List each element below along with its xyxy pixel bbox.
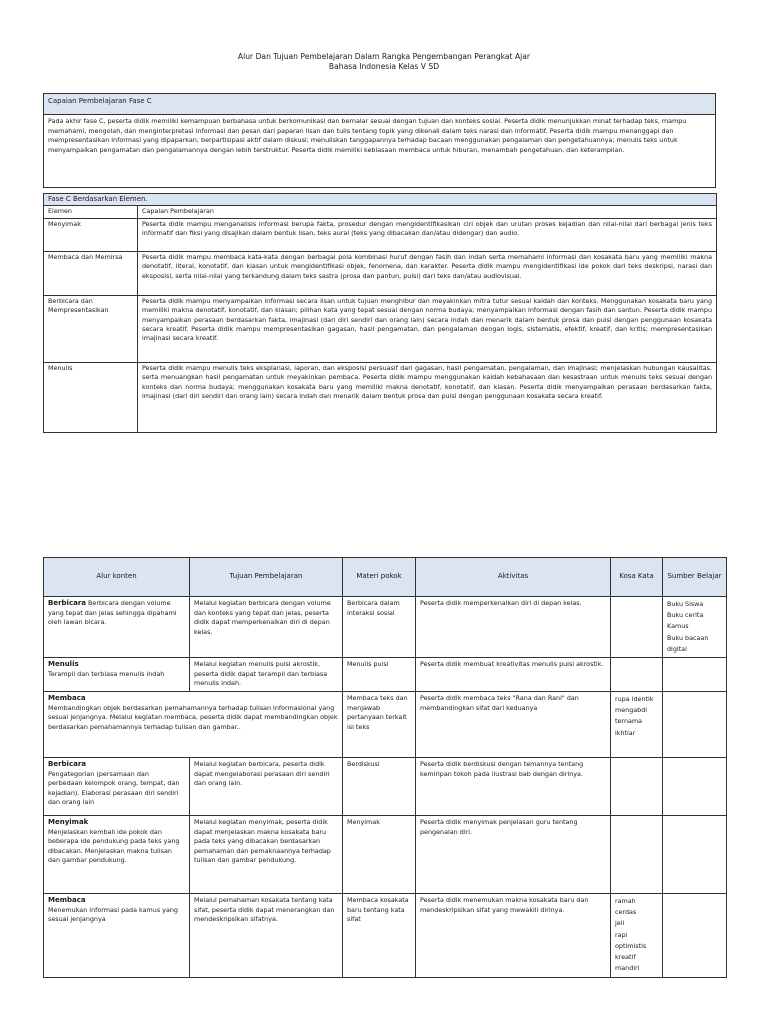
sumber-item: Kamus bbox=[667, 622, 689, 631]
capaian-col-header: Capaian Pembelajaran bbox=[138, 206, 717, 218]
elemen-capaian: Peserta didik mampu menyampaikan informasi secara lisan untuk tujuan menghibur dan meyakinkan mitra tutur sesuai kaidah dan konteks. Menggunakan kosakata baru yang memiliki makna denotatif, konotatif, dan kiasan; pilihan kata yang tepat sesuai dengan norma budaya; menyampaikan informasi dengan fasih dan santun. Peserta didik mampu menyampaikan perasaan berdasarkan fakta, imajinasi (dari diri sendiri dan orang lain) secara indah dan menarik dalam bentuk prosa dan puisi dengan penggunaan kosakata secara kreatif. Peserta didik mampu mempresentasikan gagasan, hasil pengamatan, dan pengalaman dengan logis, sistematis, efektif, kreatif, dan kritis; mempresentasikan imajinasi secara kreatif. bbox=[138, 295, 717, 362]
materi-text: Menyimak bbox=[343, 816, 416, 894]
elemen-table bbox=[43, 193, 717, 433]
kosa-item: ramah bbox=[615, 897, 636, 906]
konten-label: Berbicara bbox=[48, 599, 86, 607]
alur-konten bbox=[44, 816, 190, 894]
elemen-name: Menulis bbox=[44, 362, 138, 432]
konten-label: Menyimak bbox=[48, 818, 89, 827]
kosa-item: jeli bbox=[615, 919, 625, 928]
aktivitas-text: Peserta didik berdiskusi dengan temannya tentang kemiripan tokoh pada ilustrasi bab dengan dirinya. bbox=[416, 758, 611, 816]
sumber-list bbox=[663, 816, 727, 894]
kosa-item: kreatif bbox=[615, 953, 636, 962]
konten-text: Menjelaskan kembali ide pokok dan beberapa ide pendukung pada teks yang dibacakan. Menjelaskan makna tulisan dan gambar pendukung. bbox=[48, 827, 180, 865]
sumber-list bbox=[663, 692, 727, 758]
table-row bbox=[44, 251, 717, 295]
document-title bbox=[0, 52, 768, 72]
alur-konten bbox=[44, 597, 190, 658]
capaian-text: Pada akhir fase C, peserta didik memiliki kemampuan berbahasa untuk berkomunikasi dan bernalar sesuai dengan tujuan dan konteks sosial. Peserta didik menunjukkan minat terhadap teks, mampu memahami, mengolah, dan menginterpretasi informasi dan pesan dari paparan lisan dan tulis tentang topik yang dikenali dalam teks narasi dan informatif. Peserta didik mampu menanggapi dan mempresentasikan informasi yang dipaparkan; berpartisipasi aktif dalam diskusi; menuliskan tanggapannya terhadap bacaan menggunakan pengalaman dan pengetahuannya; menulis teks untuk menyampaikan pengamatan dan pengalamannya dengan lebih terstruktur. Peserta didik memiliki kebiasaan membaca untuk hiburan, menambah pengetahuan, dan keterampilan. bbox=[44, 115, 716, 188]
table-row bbox=[44, 758, 727, 816]
materi-text: Berdiskusi bbox=[343, 758, 416, 816]
aktivitas-text: Peserta didik memperkenalkan diri di depan kelas. bbox=[416, 597, 611, 658]
table-row bbox=[44, 597, 727, 658]
kosa-kata bbox=[611, 758, 663, 816]
kosa-item: cerdas bbox=[615, 908, 637, 917]
aktivitas-text: Peserta didik menemukan makna kosakata baru dan mendeskripsikan sifat yang mewakili dirinya. bbox=[416, 894, 611, 978]
kosa-item: rupa identik bbox=[615, 695, 654, 704]
alur-konten bbox=[44, 894, 190, 978]
sumber-list bbox=[663, 597, 727, 658]
kosa-item: rapi bbox=[615, 930, 628, 939]
kosa-kata bbox=[611, 816, 663, 894]
konten-label: Berbicara bbox=[48, 760, 86, 769]
alur-konten bbox=[44, 658, 190, 692]
header-alur-konten: Alur konten bbox=[44, 558, 190, 597]
capaian-header: Capaian Pembelajaran Fase C bbox=[44, 94, 716, 115]
materi-text: Membaca teks dan menjawab pertanyaan terkait isi teks bbox=[343, 692, 416, 758]
kosa-kata bbox=[611, 658, 663, 692]
table-row bbox=[44, 295, 717, 362]
elemen-col-header: Elemen bbox=[44, 206, 138, 218]
alur-table bbox=[43, 557, 727, 978]
alur-konten bbox=[44, 758, 190, 816]
kosa-item: ikhtiar bbox=[615, 728, 636, 737]
kosa-kata bbox=[611, 894, 663, 978]
kosa-kata bbox=[611, 692, 663, 758]
konten-label: Menulis bbox=[48, 660, 79, 669]
sumber-item: Buku bacaan digital bbox=[667, 633, 709, 653]
materi-text: Berbicara dalam interaksi sosial bbox=[343, 597, 416, 658]
tujuan-text: Melalui kegiatan berbicara, peserta didik dapat mengelaborasi perasaan diri sendiri dan orang lain. bbox=[190, 758, 343, 816]
konten-text: Menemukan informasi pada kamus yang sesuai jenjangnya bbox=[48, 905, 178, 924]
sumber-item: Buku Siswa bbox=[667, 600, 704, 608]
sumber-item: Buku cerita bbox=[667, 611, 704, 620]
kosa-item: optimistis bbox=[615, 941, 647, 950]
elemen-capaian: Peserta didik mampu membaca kata-kata dengan berbagai pola kombinasi huruf dengan fasih dan indah serta memahami informasi dan kosakata baru yang memiliki makna denotatif, literal, konotatif, dan kiasan untuk mengidentifikasi objek, fenomena, dan karakter. Peserta didik mampu mengidentifikasi ide pokok dari teks deskripsi, narasi dan eksposisi, serta nilai-nilai yang terkandung dalam teks sastra (prosa dan pantun, puisi) dari teks dan/atau audiovisual. bbox=[138, 251, 717, 295]
tujuan-text: Melalui kegiatan berbicara dengan volume dan konteks yang tepat dan jelas, peserta didik dapat memperkenalkan diri di depan kelas. bbox=[190, 597, 343, 658]
title-line-1: Alur Dan Tujuan Pembelajaran Dalam Rangka Pengembangan Perangkat Ajar bbox=[237, 52, 531, 61]
sumber-list bbox=[663, 894, 727, 978]
tujuan-text: Melalui kegiatan menyimak, peserta didik dapat menjelaskan makna kosakata baru pada teks yang dibacakan berdasarkan pemahaman dan pemaknaannya terhadap tulisan dan gambar pendukung. bbox=[190, 816, 343, 894]
konten-text: Berbicara dengan volume yang tepat dan jelas sehingga dipahami oleh lawan bicara. bbox=[48, 599, 177, 627]
kosa-item: mengabdi bbox=[615, 706, 648, 715]
header-materi: Materi pokok bbox=[343, 558, 416, 597]
elemen-name: Membaca dan Memirsa bbox=[44, 251, 138, 295]
konten-text: Terampil dan terbiasa menulis indah bbox=[48, 669, 165, 678]
elemen-capaian: Peserta didik mampu menulis teks eksplanasi, laporan, dan eksposisi persuasif dari gagasan, hasil pengamatan, pengalaman, dan imajinasi; menjelaskan hubungan kausalitas, serta menuangkan hasil pengamatan untuk meyakinkan pembaca. Peserta didik mampu menggunakan kaidah kebahasaan dan kesastraan untuk menulis teks sesuai dengan konteks dan norma budaya; menggunakan kosakata baru yang memiliki makna denotatif, konotatif, dan kiasan. Peserta didik menyampaikan perasaan berdasarkan fakta, imajinasi (dari diri sendiri dan orang lain) secara indah dan menarik dalam bentuk prosa dan puisi dengan penggunaan kosakata secara kreatif. bbox=[138, 362, 717, 432]
header-tujuan: Tujuan Pembelajaran bbox=[190, 558, 343, 597]
aktivitas-text: Peserta didik membaca teks "Rana dan Rani" dan membandingkan sifat dari keduanya bbox=[416, 692, 611, 758]
elemen-capaian: Peserta didik mampu menganalisis informasi berupa fakta, prosedur dengan mengidentifikasikan ciri objek dan urutan proses kejadian dan nilai-nilai dari berbagai jenis teks informatif dan fiksi yang disajikan dalam bentuk lisan, teks aural (teks yang dibacakan dan/atau didengar) dan audio. bbox=[138, 218, 717, 251]
elemen-header: Fase C Berdasarkan Elemen. bbox=[44, 194, 717, 206]
elemen-name: Menyimak bbox=[44, 218, 138, 251]
table-row bbox=[44, 692, 727, 758]
alur-konten bbox=[44, 692, 343, 758]
kosa-kata bbox=[611, 597, 663, 658]
table-row bbox=[44, 362, 717, 432]
alur-header-row bbox=[44, 558, 727, 597]
elemen-name: Berbicara dan Mempresentasikan bbox=[44, 295, 138, 362]
konten-label: Membaca bbox=[48, 694, 86, 703]
sumber-list bbox=[663, 758, 727, 816]
title-line-2: Bahasa Indonesia Kelas V SD bbox=[328, 62, 440, 71]
table-row bbox=[44, 816, 727, 894]
sumber-list bbox=[663, 658, 727, 692]
header-aktivitas: Aktivitas bbox=[416, 558, 611, 597]
tujuan-text: Melalui pemahaman kosakata tentang kata sifat, peserta didik dapat menerangkan dan mendeskripsikan sifatnya. bbox=[190, 894, 343, 978]
aktivitas-text: Peserta didik menyimak penjelasan guru tentang pengenalan diri. bbox=[416, 816, 611, 894]
konten-label: Membaca bbox=[48, 896, 86, 905]
table-row bbox=[44, 658, 727, 692]
table-row bbox=[44, 894, 727, 978]
materi-text: Menulis puisi bbox=[343, 658, 416, 692]
kosa-item: mandiri bbox=[615, 964, 640, 973]
konten-text: Membandingkan objek berdasarkan pemahamannya terhadap tulisan informasional yang sesuai jenjangnya. Melalui kegiatan membaca, peserta didik dapat membandingkan objek berdasarkan pemahamannya terhadap tulisan dan gambar.. bbox=[48, 703, 338, 731]
header-sumber: Sumber Belajar bbox=[663, 558, 727, 597]
materi-text: Membaca kosakata baru tentang kata sifat bbox=[343, 894, 416, 978]
kosa-item: ternama bbox=[615, 717, 643, 726]
aktivitas-text: Peserta didik membuat kreativitas menulis puisi akrostik. bbox=[416, 658, 611, 692]
table-row bbox=[44, 218, 717, 251]
header-kosa-kata: Kosa Kata bbox=[611, 558, 663, 597]
konten-text: Pengategorian (persamaan dan perbedaan kelompok orang, tempat, dan kejadian). Elaborasi perasaan diri sendiri dan orang lain bbox=[48, 769, 180, 807]
capaian-table bbox=[43, 93, 716, 188]
tujuan-text: Melalui kegiatan menulis puisi akrostik, peserta didik dapat terampil dan terbiasa menulis indah. bbox=[190, 658, 343, 692]
